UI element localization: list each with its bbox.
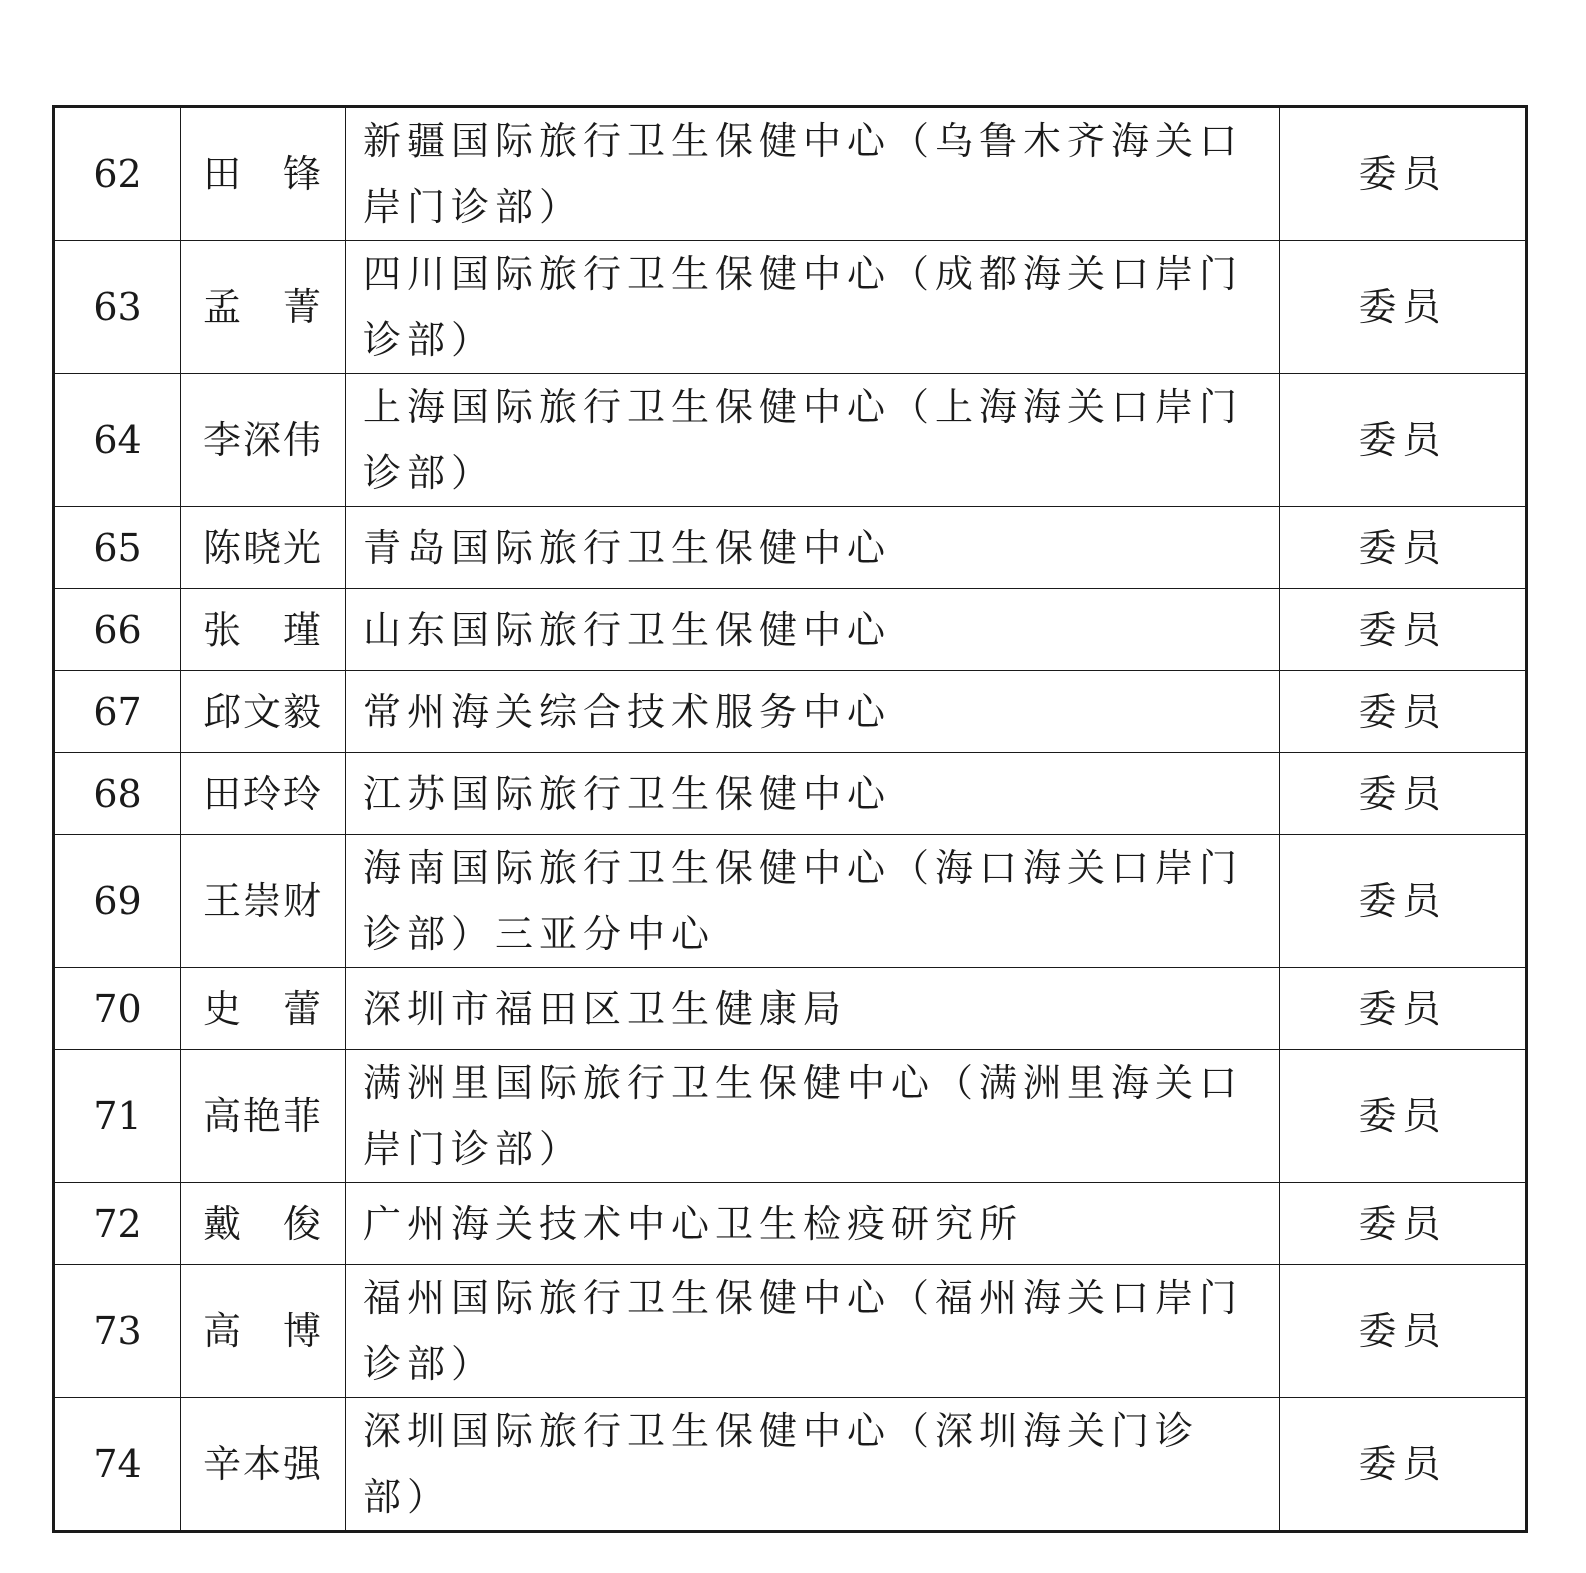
member-name: 李深伟 bbox=[203, 418, 324, 462]
member-organization: 常州海关综合技术服务中心 bbox=[363, 689, 892, 734]
table-row bbox=[54, 374, 1527, 507]
row-number: 74 bbox=[54, 1398, 181, 1532]
member-name: 邱文毅 bbox=[203, 689, 324, 734]
member-role: 委员 bbox=[1280, 107, 1527, 241]
row-number: 68 bbox=[54, 753, 181, 835]
member-name: 田 锋 bbox=[203, 152, 324, 196]
member-organization: 上海国际旅行卫生保健中心（上海海关口岸门诊部） bbox=[363, 385, 1244, 495]
member-role: 委员 bbox=[1280, 241, 1527, 374]
member-role: 委员 bbox=[1280, 753, 1527, 835]
member-name: 高 博 bbox=[203, 1309, 324, 1353]
member-organization: 深圳国际旅行卫生保健中心（深圳海关门诊部） bbox=[363, 1409, 1200, 1519]
member-organization: 四川国际旅行卫生保健中心（成都海关口岸门诊部） bbox=[363, 252, 1244, 362]
row-number: 67 bbox=[54, 671, 181, 753]
row-number: 72 bbox=[54, 1183, 181, 1265]
table-row bbox=[54, 835, 1527, 968]
row-number: 64 bbox=[54, 374, 181, 507]
table-row bbox=[54, 1398, 1527, 1532]
member-role: 委员 bbox=[1280, 1265, 1527, 1398]
member-name: 辛本强 bbox=[203, 1442, 324, 1486]
member-roster-table bbox=[52, 105, 1528, 1533]
table-row bbox=[54, 1050, 1527, 1183]
row-number: 63 bbox=[54, 241, 181, 374]
row-number: 65 bbox=[54, 507, 181, 589]
member-organization: 海南国际旅行卫生保健中心（海口海关口岸门诊部）三亚分中心 bbox=[363, 846, 1244, 956]
member-organization: 福州国际旅行卫生保健中心（福州海关口岸门诊部） bbox=[363, 1276, 1244, 1386]
table-row bbox=[54, 968, 1527, 1050]
member-name: 戴 俊 bbox=[203, 1201, 324, 1246]
row-number: 69 bbox=[54, 835, 181, 968]
member-role: 委员 bbox=[1280, 1183, 1527, 1265]
member-name: 孟 菁 bbox=[203, 285, 324, 329]
member-organization: 山东国际旅行卫生保健中心 bbox=[363, 607, 892, 652]
table-row bbox=[54, 107, 1527, 241]
member-name: 史 蕾 bbox=[203, 986, 324, 1031]
member-role: 委员 bbox=[1280, 835, 1527, 968]
row-number: 70 bbox=[54, 968, 181, 1050]
row-number: 62 bbox=[54, 107, 181, 241]
row-number: 66 bbox=[54, 589, 181, 671]
member-organization: 青岛国际旅行卫生保健中心 bbox=[363, 525, 892, 570]
member-role: 委员 bbox=[1280, 589, 1527, 671]
member-organization: 新疆国际旅行卫生保健中心（乌鲁木齐海关口岸门诊部） bbox=[363, 119, 1244, 229]
member-role: 委员 bbox=[1280, 671, 1527, 753]
member-role: 委员 bbox=[1280, 374, 1527, 507]
member-role: 委员 bbox=[1280, 968, 1527, 1050]
member-organization: 江苏国际旅行卫生保健中心 bbox=[363, 771, 892, 816]
table-row bbox=[54, 1183, 1527, 1265]
table-row bbox=[54, 589, 1527, 671]
member-name: 高艳菲 bbox=[203, 1094, 324, 1138]
table-row bbox=[54, 507, 1527, 589]
member-organization: 广州海关技术中心卫生检疫研究所 bbox=[363, 1201, 1024, 1246]
member-name: 王崇财 bbox=[203, 879, 324, 923]
row-number: 71 bbox=[54, 1050, 181, 1183]
table-row bbox=[54, 1265, 1527, 1398]
table-row bbox=[54, 753, 1527, 835]
member-name: 陈晓光 bbox=[203, 525, 324, 570]
member-role: 委员 bbox=[1280, 1398, 1527, 1532]
member-organization: 满洲里国际旅行卫生保健中心（满洲里海关口岸门诊部） bbox=[363, 1061, 1244, 1171]
table-row bbox=[54, 671, 1527, 753]
member-organization: 深圳市福田区卫生健康局 bbox=[363, 986, 848, 1031]
table-row bbox=[54, 241, 1527, 374]
member-role: 委员 bbox=[1280, 1050, 1527, 1183]
member-name: 田玲玲 bbox=[203, 771, 324, 816]
member-role: 委员 bbox=[1280, 507, 1527, 589]
member-name: 张 瑾 bbox=[203, 607, 324, 652]
row-number: 73 bbox=[54, 1265, 181, 1398]
